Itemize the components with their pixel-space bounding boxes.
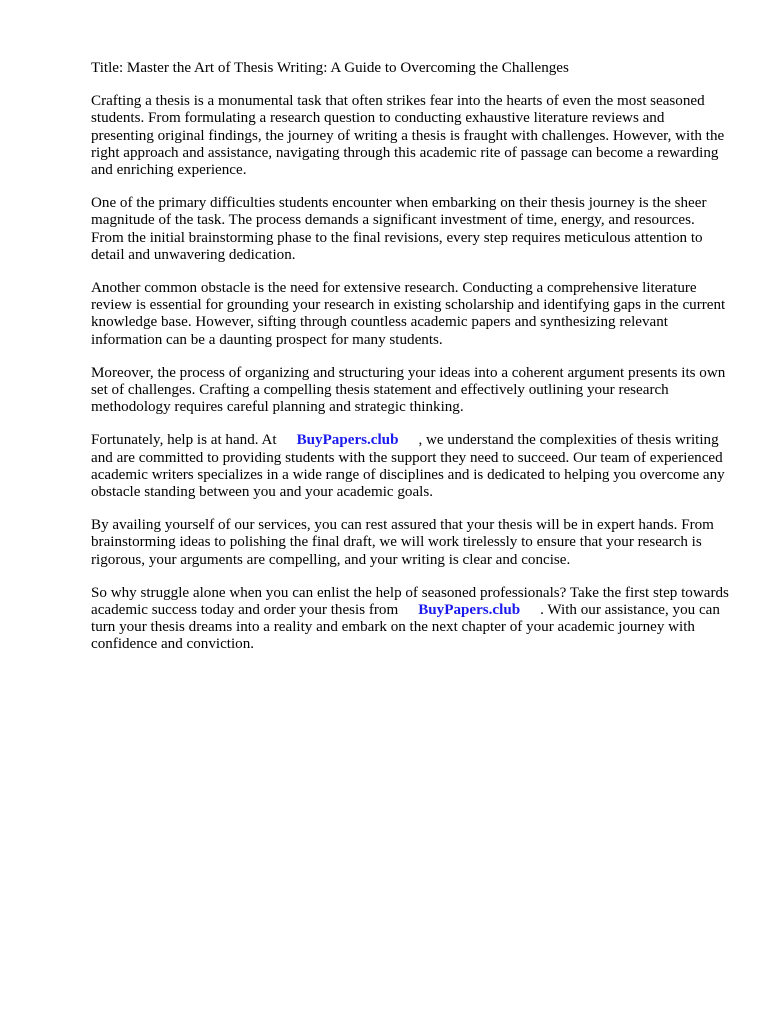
document-page bbox=[91, 60, 731, 670]
paragraph-text-before-link: Fortunately, help is at hand. At bbox=[91, 432, 277, 449]
paragraph-intro bbox=[91, 93, 731, 179]
paragraph-text: One of the primary difficulties students encounter when embarking on their thesis journey is the sheer magnitude of the task. The process demands a significant investment of time, energy, and resources. From the initial brainstorming phase to the final revisions, every step requires meticulous attention to detail and unwavering dedication. bbox=[91, 195, 707, 263]
paragraph-services bbox=[91, 517, 731, 569]
paragraph-text: By availing yourself of our services, you can rest assured that your thesis will be in expert hands. From brainstorming ideas to polishing the final draft, we will work tirelessly to ensure that your research is rigorous, your arguments are compelling, and your writing is clear and concise. bbox=[91, 517, 714, 568]
paragraph-text: Crafting a thesis is a monumental task that often strikes fear into the hearts of even the most seasoned students. From formulating a research question to conducting exhaustive literature reviews and presenting original findings, the journey of writing a thesis is fraught with challenges. However, with the right approach and assistance, navigating through this academic rite of passage can become a rewarding and enriching experience. bbox=[91, 93, 725, 179]
paragraph-text-after-link: , we understand the complexities of thesis writing and are committed to providing students with the support they need to succeed. Our team of experienced academic writers specializes in a wide range of disciplines and is dedicated to helping you overcome any obstacle standing between you and your academic goals. bbox=[91, 432, 725, 501]
paragraph-difficulties bbox=[91, 195, 731, 264]
paragraph-text: Another common obstacle is the need for extensive research. Conducting a comprehensive literature review is essential for grounding your research in existing scholarship and identifying gaps in the current knowledge base. However, sifting through countless academic papers and synthesizing relevant information can be a daunting prospect for many students. bbox=[91, 280, 726, 348]
paragraph-text: Moreover, the process of organizing and structuring your ideas into a coherent argument presents its own set of challenges. Crafting a compelling thesis statement and effectively outlining your research methodology requires careful planning and strategic thinking. bbox=[91, 364, 726, 416]
paragraph-structure bbox=[91, 365, 731, 417]
buypapers-link[interactable]: BuyPapers.club bbox=[296, 432, 399, 449]
paragraph-text-after-link: . With our assistance, you can turn your thesis dreams into a reality and embark on the next chapter of your academic journey with confidence and conviction. bbox=[91, 602, 720, 653]
paragraph-text-before-link: So why struggle alone when you can enlist the help of seasoned professionals? Take the first step towards academic success today and order your thesis from bbox=[91, 584, 729, 619]
document-title: Title: Master the Art of Thesis Writing: A Guide to Overcoming the Challenges bbox=[91, 60, 569, 76]
paragraph-research bbox=[91, 280, 731, 349]
paragraph-help bbox=[91, 432, 731, 501]
paragraph-conclusion bbox=[91, 585, 731, 654]
buypapers-link[interactable]: BuyPapers.club bbox=[418, 602, 521, 619]
